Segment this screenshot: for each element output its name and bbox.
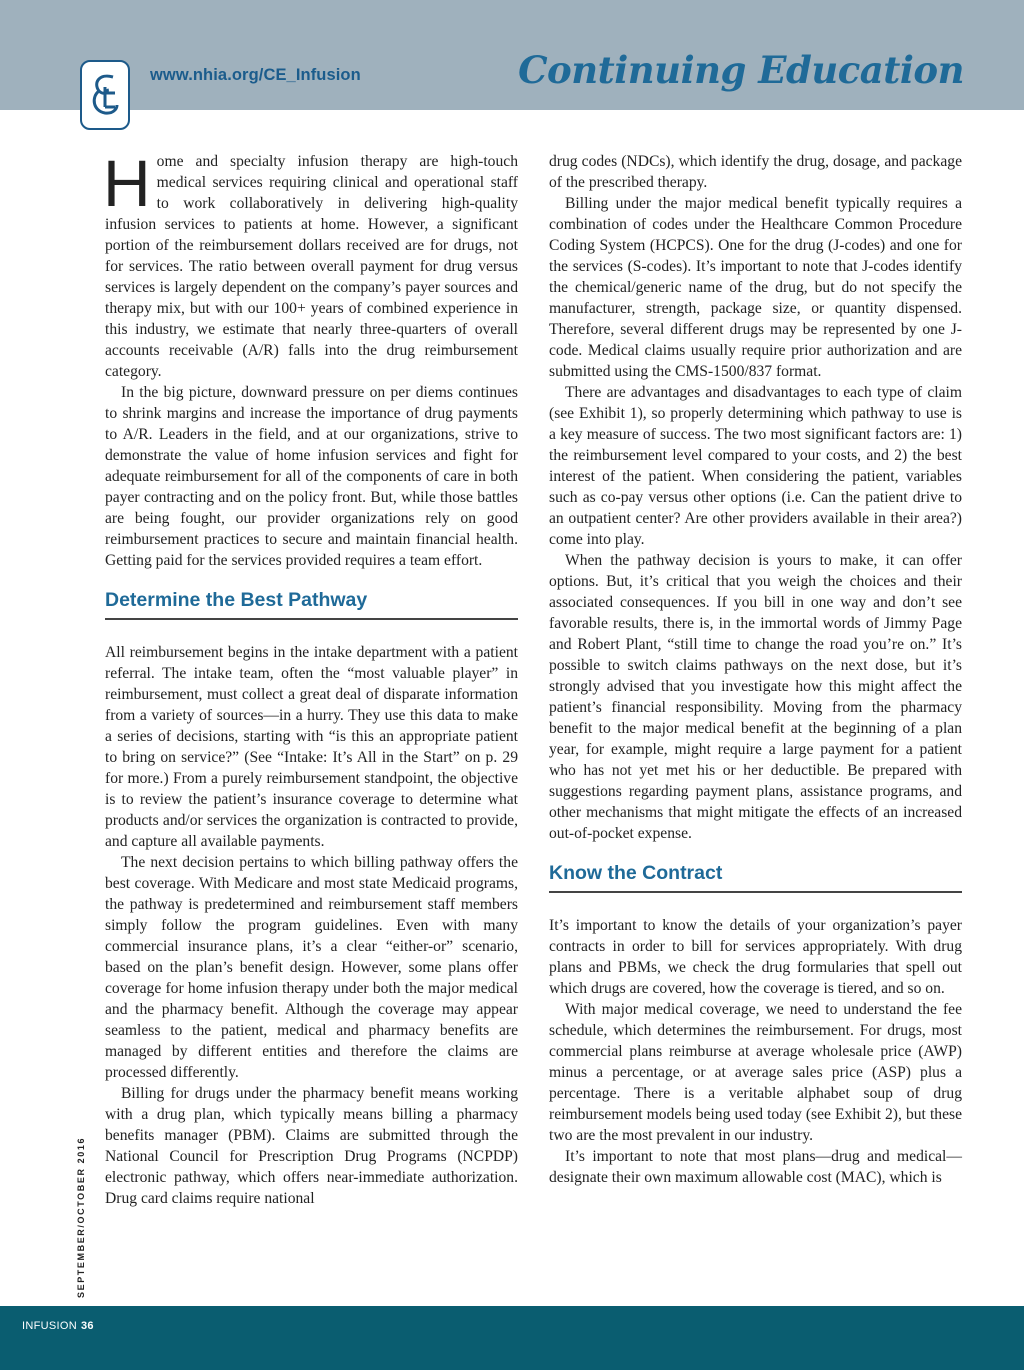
body-paragraph: It’s important to note that most plans—drug and medical—designate their own maximum allowable cost (MAC), which is bbox=[549, 1148, 962, 1186]
magazine-name: INFUSION bbox=[22, 1320, 77, 1332]
body-paragraph: There are advantages and disadvantages to each type of claim (see Exhibit 1), so properly determining which pathway to use is a key measure of success. The two most significant factors are: 1) the reimbursement level compared to your costs, and 2) the best interest of the patient. When considering the patient, variables such as co-pay versus other options (i.e. Can the patient drive to an outpatient center? Are other providers available in their area?) come into play. bbox=[549, 384, 962, 548]
intro-paragraph bbox=[103, 146, 518, 382]
left-column bbox=[103, 146, 518, 1209]
subhead-know-contract: Know the Contract bbox=[549, 861, 962, 893]
issue-date: SEPTEMBER/OCTOBER 2016 bbox=[76, 1136, 86, 1298]
body-paragraph: When the pathway decision is yours to make, it can offer options. But, it’s critical that you weigh the choices and their associated consequences. If you bill in one way and don’t see favorable results, there is, in the immortal words of Jimmy Page and Robert Plant, “still time to change the road you’re on.” It’s possible to switch claims pathways on the next dose, but it’s strongly advised that you investigate how this might affect the patient’s financial responsibility. Moving from the pharmacy benefit to the major medical benefit at the beginning of a plan year, for example, might require a large payment for a patient who has not yet met his or her deductible. Be prepared with suggestions regarding payment plans, assistance programs, and other mechanisms that might mitigate the effects of an increased out-of-pocket expense. bbox=[549, 552, 962, 842]
drop-cap: H bbox=[103, 146, 151, 220]
issue-date-vertical bbox=[72, 1136, 92, 1300]
body-paragraph: It’s important to know the details of your organization’s payer contracts in order to bill for services appropriately. With drug plans and PBMs, we check the drug formularies that spell out which drugs are covered, how the coverage is tiered, and so on. bbox=[549, 917, 962, 997]
body-paragraph: The next decision pertains to which billing pathway offers the best coverage. With Medicare and most state Medicaid programs, the pathway is predetermined and reimbursement staff members simply follow the program guidelines. Even with many commercial insurance plans, it’s a clear “either-or” scenario, based on the plan’s benefit design. However, some plans offer coverage for home infusion therapy under both the major medical and the pharmacy benefit. Although the coverage may appear seamless to the patient, medical and pharmacy benefits are managed by different entities and therefore the claims are processed differently. bbox=[105, 854, 518, 1081]
body-paragraph: In the big picture, downward pressure on per diems continues to shrink margins and increase the importance of drug payments to A/R. Leaders in the field, and at our organizations, strive to demonstrate the value of home infusion services and fight for adequate reimbursement for all of the components of care in both payer contracting and on the policy front. But, while those battles are being fought, our provider organizations rely on good reimbursement practices to secure and maintain financial health. Getting paid for the services provided requires a team effort. bbox=[105, 384, 518, 569]
site-url[interactable]: www.nhia.org/CE_Infusion bbox=[150, 66, 361, 84]
right-column bbox=[549, 151, 962, 1188]
body-paragraph: Billing for drugs under the pharmacy benefit means working with a drug plan, which typically means billing a pharmacy benefits manager (PBM). Claims are submitted through the National Council for Prescription Drug Programs (NCPDP) electronic pathway, which offers near-immediate authorization. Drug card claims require national bbox=[105, 1085, 518, 1207]
body-paragraph: drug codes (NDCs), which identify the drug, dosage, and package of the prescribed therapy. bbox=[549, 153, 962, 191]
page-number: 36 bbox=[80, 1320, 94, 1332]
section-title: Continuing Education bbox=[518, 48, 964, 92]
body-paragraph: Billing under the major medical benefit typically requires a combination of codes under the Healthcare Common Procedure Coding System (HCPCS). One for the drug (J-codes) and one for the services (S-codes). It’s important to note that J-codes identify the chemical/generic name of the drug, but do not specify the manufacturer, strength, package size, or quantity dispensed. Therefore, several different drugs may be represented by one J-code. Medical claims usually require prior authorization and are submitted using the CMS-1500/837 format. bbox=[549, 195, 962, 380]
intro-text: ome and specialty infusion therapy are high-touch medical services requiring clinical and operational staff to work collaboratively in delivering high-quality infusion services to patients at home. However, a significant portion of the reimbursement dollars received are for drugs, not for services. The ratio between overall payment for drug versus services is largely dependent on the company’s payer sources and therapy mix, but with our 100+ years of combined experience in this industry, we estimate that nearly three-quarters of overall accounts receivable (A/R) falls into the drug reimbursement category. bbox=[105, 153, 518, 380]
ce-logo-icon bbox=[80, 60, 130, 130]
body-paragraph: All reimbursement begins in the intake department with a patient referral. The intake team, often the “most valuable player” in reimbursement, must collect a great deal of disparate information from a variety of sources—in a hurry. They use this data to make a series of decisions, starting with “is this an appropriate patient to bring on service?” (See “Intake: It’s All in the Start” on p. 29 for more.) From a purely reimbursement standpoint, the objective is to review the patient’s insurance coverage to determine what products and/or services the organization is contracted to provide, and capture all available payments. bbox=[105, 644, 518, 850]
footer-band bbox=[0, 1306, 1024, 1370]
footer-text bbox=[22, 1320, 94, 1332]
body-paragraph: With major medical coverage, we need to understand the fee schedule, which determines the reimbursement. For drugs, most commercial plans reimburse at average wholesale price (AWP) minus a percentage, or at average sales price (ASP) plus a percentage. There is a veritable alphabet soup of drug reimbursement models being used today (see Exhibit 2), but these two are the most prevalent in our industry. bbox=[549, 1001, 962, 1144]
subhead-best-pathway: Determine the Best Pathway bbox=[105, 588, 518, 620]
